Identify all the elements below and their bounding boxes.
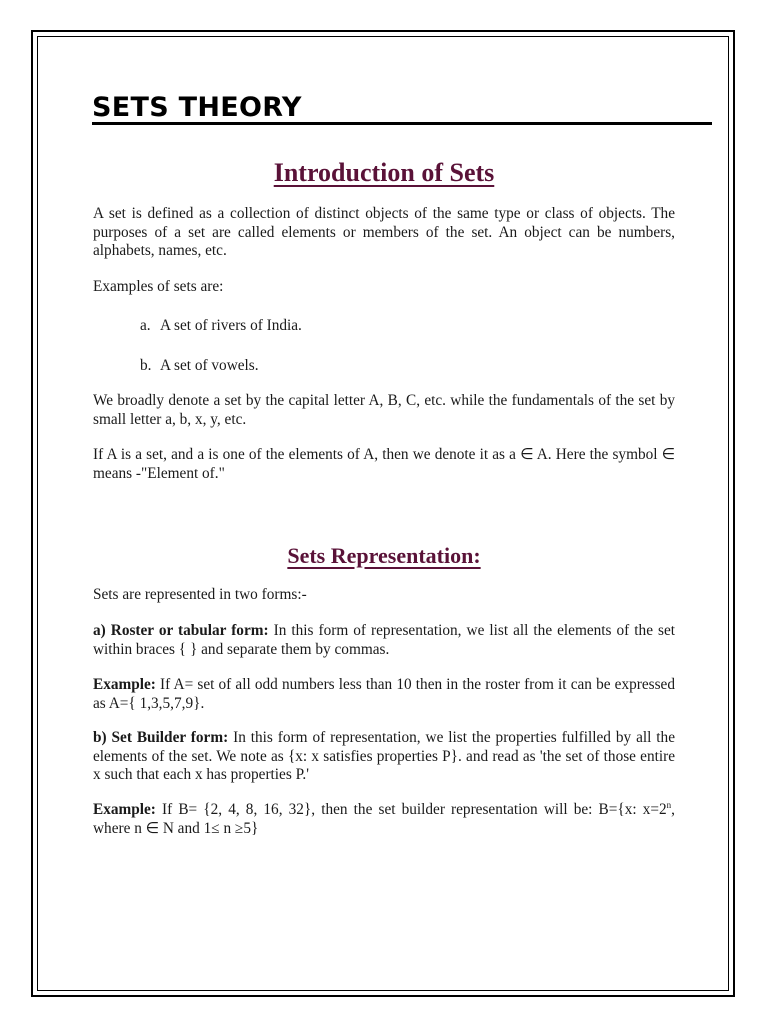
builder-label: b) Set Builder form: (93, 729, 229, 746)
roster-example-text: If A= set of all odd numbers less than 10 then in the roster from it can be expressed as A={ 1,3,5,7,9}. (93, 676, 675, 712)
page-title: SETS THEORY (92, 92, 302, 123)
definition-paragraph: A set is defined as a collection of distinct objects of the same type or class of objects. The purposes of a set are called elements or members of the set. An object can be numbers, alphabets, names, etc. (93, 205, 675, 260)
intro-heading-text: Introduction of Sets (273, 158, 495, 187)
builder-example-text-end: , where n ∈ N and 1≤ n ≥5} (93, 801, 675, 837)
list-item (140, 357, 259, 375)
builder-example-paragraph (93, 801, 675, 838)
exponent: n (666, 800, 672, 810)
list-item-text: A set of vowels. (160, 357, 259, 374)
builder-example-text-start: If B= {2, 4, 8, 16, 32}, then the set builder representation will be: B={x: x=2 (155, 801, 667, 818)
list-marker: b. (140, 357, 152, 374)
examples-lead: Examples of sets are: (93, 278, 224, 295)
builder-example-label: Example: (93, 801, 156, 818)
list-item-text: A set of rivers of India. (160, 317, 302, 334)
builder-text: In this form of representation, we list the properties fulfilled by all the elements of the set. We note as {x: x satisfies properties P}. and read as 'the set of those entire x such that each x has properties P.' (93, 729, 675, 784)
representation-lead: Sets are represented in two forms:- (93, 586, 307, 603)
representation-heading-text: Sets Representation: (287, 543, 481, 568)
roster-text: In this form of representation, we list all the elements of the set within braces { } and separate them by commas. (93, 622, 675, 658)
notation-paragraph: We broadly denote a set by the capital letter A, B, C, etc. while the fundamentals of the set by small letter a, b, x, y, etc. (93, 392, 675, 428)
roster-paragraph (93, 622, 675, 659)
roster-example-paragraph (93, 676, 675, 713)
list-item (140, 317, 302, 335)
list-marker: a. (140, 317, 151, 334)
builder-paragraph (93, 729, 675, 785)
membership-paragraph: If A is a set, and a is one of the elements of A, then we denote it as a ∈ A. Here the symbol ∈ means -"Element of." (93, 446, 675, 482)
intro-heading (0, 155, 768, 191)
roster-example-label: Example: (93, 676, 156, 693)
representation-heading (0, 540, 768, 572)
roster-label: a) Roster or tabular form: (93, 622, 269, 639)
title-underline (92, 122, 712, 125)
